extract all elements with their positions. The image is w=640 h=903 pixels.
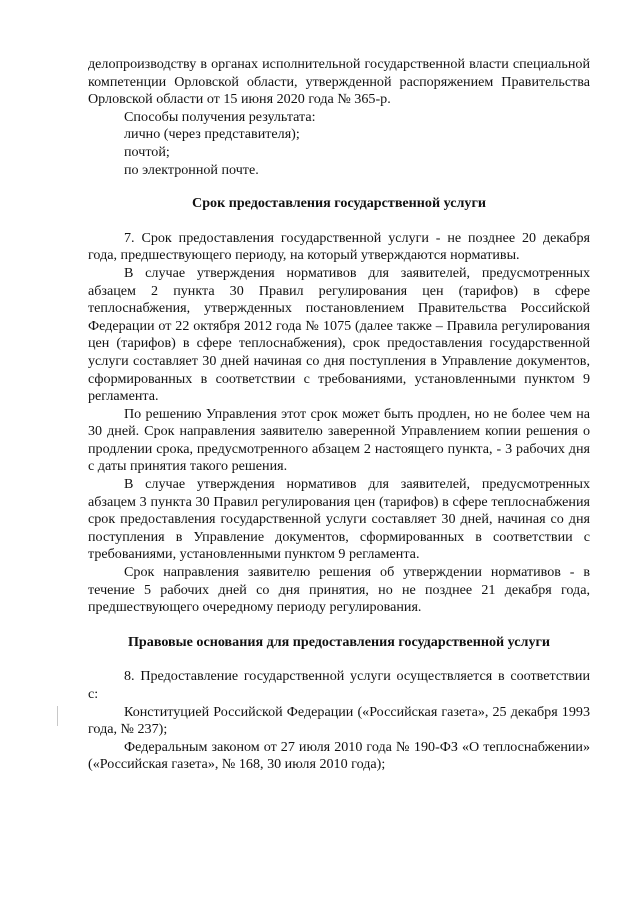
scan-margin-mark — [57, 706, 58, 726]
method-item-email: по электронной почте. — [124, 161, 259, 178]
section-heading-term: Срок предоставления государственной услуги — [192, 195, 486, 212]
methods-title: Способы получения результата: — [124, 108, 316, 125]
paragraph-7-sending: Срок направления заявителю решения об утверждении нормативов - в течение 5 рабочих дней со дня принятия, но не позднее 21 декабря года, предшествующего очередному периоду регулирования. — [88, 564, 590, 616]
paragraph-8-federal-law: Федеральным законом от 27 июля 2010 года № 190-ФЗ «О теплоснабжении» («Российская газета», № 168, 30 июля 2010 года); — [88, 738, 590, 773]
paragraph-7: 7. Срок предоставления государственной услуги - не позднее 20 декабря года, предшествующего периоду, на который утверждаются нормативы. — [88, 229, 590, 264]
paragraph-7-case-2: В случае утверждения нормативов для заявителей, предусмотренных абзацем 3 пункта 30 Правил регулирования цен (тарифов) в сфере теплоснабжения срок предоставления государственной услуги составляет 30 дней, начиная со дня поступления в Управление документов, сформированных в соответствии с требованиями, установленными пунктом 9 регламента. — [88, 476, 590, 563]
paragraph-7-extension: По решению Управления этот срок может быть продлен, но не более чем на 30 дней. Срок направления заявителю заверенной Управлением копии решения о продлении срока, предусмотренного абзацем 2 настоящего пункта, - 3 рабочих дня с даты принятия такого решения. — [88, 405, 590, 475]
paragraph-intro: делопроизводству в органах исполнительной государственной власти специальной компетенции Орловской области, утвержденной распоряжением Правительства Орловской области от 15 июня 2020 года № 365-р. — [88, 56, 590, 108]
paragraph-7-case-1: В случае утверждения нормативов для заявителей, предусмотренных абзацем 2 пункта 30 Правил регулирования цен (тарифов) в сфере теплоснабжения, утвержденных постановлением Правительства Российской Федерации от 22 октября 2012 года № 1075 (далее также – Правила регулирования цен (тарифов) в сфере теплоснабжения), срок предоставления государственной услуги составляет 30 дней начиная со дня поступления в Управление документов, сформированных в соответствии с требованиями, установленными пунктом 9 регламента. — [88, 264, 590, 405]
method-item-in-person: лично (через представителя); — [124, 126, 300, 143]
paragraph-8-constitution: Конституцией Российской Федерации («Российская газета», 25 декабря 1993 года, № 237); — [88, 703, 590, 738]
section-heading-legal-basis: Правовые основания для предоставления государственной услуги — [127, 633, 551, 650]
method-item-post: почтой; — [124, 143, 170, 160]
paragraph-8: 8. Предоставление государственной услуги осуществляется в соответствии с: — [88, 668, 590, 702]
